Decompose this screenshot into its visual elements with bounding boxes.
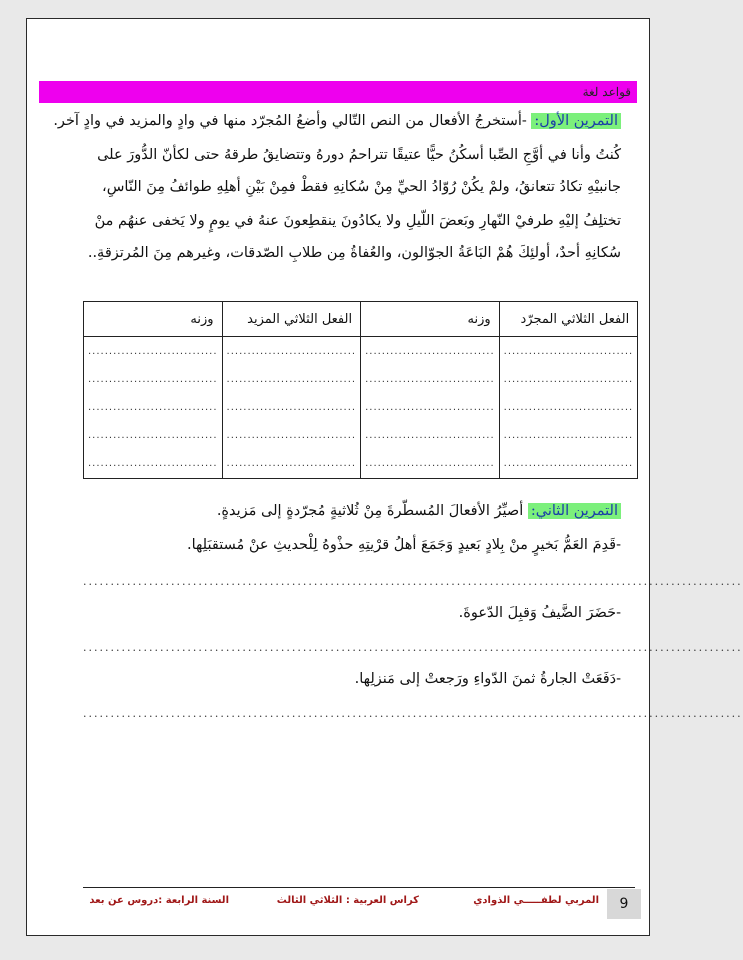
sentence-2: -حَضَرَ الضَّيفُ وَقبِلَ الدّعوةَ. [458, 605, 621, 621]
answer-cell[interactable]: ............................... [361, 450, 500, 479]
passage-line-1: كُنتُ وأنا في أوَّجِ الصِّبا أسكُنُ حيًّا عتيقًا تتراحمُ دورهُ وتتضايقُ طرقهُ حتى لكأنّ الدُّورَ على [97, 147, 621, 163]
exercise2-heading [57, 503, 621, 519]
footer-author: المربي لطفـــــي الذوادي [473, 895, 599, 906]
answer-cell[interactable]: ............................... [499, 393, 638, 421]
table-body [84, 337, 638, 479]
header-bare-verb: الفعل الثلاثي المجرّد [499, 302, 638, 337]
passage-line-3: تختلِفُ إليْهِ طرفيْ النّهارِ وبَعضَ اللّيلِ ولا يكادُونَ ينقطِعونَ عنهُ في يومٍ ولا يَخفى عنهُم منْ [94, 213, 621, 229]
answer-cell[interactable]: ............................... [499, 422, 638, 450]
table-row [84, 422, 638, 450]
answer-cell[interactable]: ............................... [222, 393, 361, 421]
answer-cell[interactable]: ............................... [84, 337, 223, 366]
table-row [84, 365, 638, 393]
answer-cell[interactable]: ............................... [499, 365, 638, 393]
header-augmented-pattern: وزنه [84, 302, 223, 337]
answer-cell[interactable]: ............................... [361, 337, 500, 366]
table-row [84, 393, 638, 421]
answer-cell[interactable]: ............................... [84, 365, 223, 393]
answer-cell[interactable]: ............................... [361, 365, 500, 393]
answer-cell[interactable]: ............................... [84, 393, 223, 421]
answer-line-3[interactable]: ........................................................................................................................ [83, 707, 743, 720]
table-header-row [84, 302, 638, 337]
answer-cell[interactable]: ............................... [499, 450, 638, 479]
answer-cell[interactable]: ............................... [84, 450, 223, 479]
answer-line-2[interactable]: ........................................................................................................................ [83, 641, 743, 654]
answer-cell[interactable]: ............................... [84, 422, 223, 450]
worksheet-page [26, 18, 743, 936]
exercise1-heading [53, 113, 621, 129]
sentence-3: -دَفَعَتْ الجارةُ ثمنَ الدّواءِ ورَجعتْ إلى مَنزلِها. [354, 671, 621, 687]
exercise1-instruction: -أستخرجُ الأفعال من النص التّالي وأضعُ المُجرّد منها في وادٍ والمزيد في وادٍ آخر. [53, 113, 527, 129]
header-augmented-verb: الفعل الثلاثي المزيد [222, 302, 361, 337]
header-bare-pattern: وزنه [361, 302, 500, 337]
footer-grade: السنة الرابعة :دروس عن بعد [89, 895, 229, 906]
answer-line-1[interactable]: ........................................................................................................................ [83, 575, 743, 588]
sentence-1: -قَدِمَ العَمُّ بَخيرٍ منْ بِلادٍ بَعيدٍ وَجَمَعَ أهلُ قرْيتِهِ حذْوهُ لِلْحديثِ عنْ مُستقبَلِها. [186, 537, 621, 553]
passage-line-2: جانبيْهِ تكادُ تتعانقُ، ولمْ يكُنْ رُوّادُ الحيِّ مِنْ سُكانِهِ فقطْ فمِنْ بَيْنِ أهلِهِ طوائفُ مِنَ النّاسِ، [102, 179, 621, 195]
passage-line-4: سُكانِهِ أحدٌ، أولئِكَ هُمْ البَاعَةُ الجوّالون، والعُفاةُ مِن طلابِ الصّدقات، وغيرهم مِنَ المُرتزقةِ.. [87, 245, 621, 261]
exercise1-label: التمرين الأول: [531, 113, 621, 129]
exercise2-instruction: أصيِّرُ الأفعالَ المُسطّرةَ مِنْ ثُلاثيةٍ مُجرّدةٍ إلى مَزيدةٍ. [216, 503, 524, 519]
answer-cell[interactable]: ............................... [499, 337, 638, 366]
answer-cell[interactable]: ............................... [222, 450, 361, 479]
answer-cell[interactable]: ............................... [222, 365, 361, 393]
footer-notebook: كراس العربية : الثلاثي الثالث [276, 895, 419, 906]
answer-cell[interactable]: ............................... [222, 337, 361, 366]
answer-cell[interactable]: ............................... [361, 393, 500, 421]
page-number: 9 [607, 889, 641, 919]
verbs-table [83, 301, 638, 479]
table-row [84, 337, 638, 366]
answer-cell[interactable]: ............................... [361, 422, 500, 450]
section-banner: قواعد لغة [39, 81, 637, 103]
exercise2-label: التمرين الثاني: [528, 503, 621, 519]
table-row [84, 450, 638, 479]
footer-divider [83, 887, 635, 888]
answer-cell[interactable]: ............................... [222, 422, 361, 450]
